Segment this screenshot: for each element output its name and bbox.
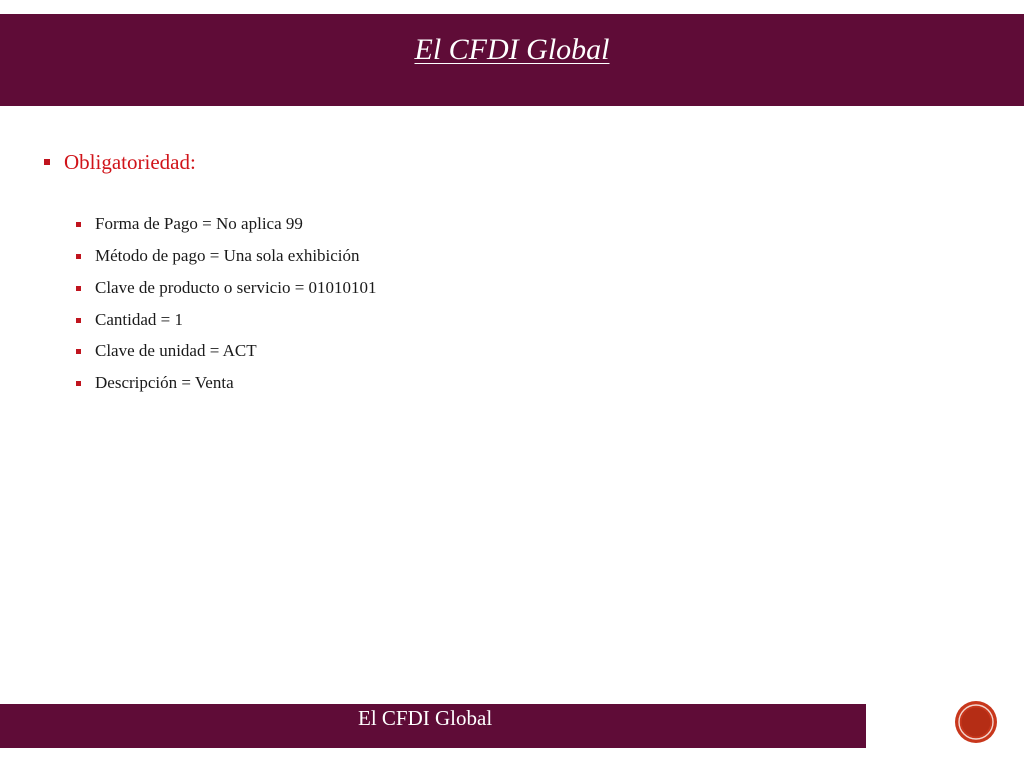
list-item xyxy=(76,339,257,363)
bullet-heading-text: Obligatoriedad: xyxy=(64,149,196,174)
square-bullet-icon xyxy=(76,254,81,259)
list-item xyxy=(76,212,303,236)
list-item-text: Método de pago = Una sola exhibición xyxy=(95,246,360,265)
square-bullet-icon xyxy=(76,381,81,386)
list-item-text: Descripción = Venta xyxy=(95,373,234,392)
square-bullet-icon xyxy=(76,286,81,291)
list-item xyxy=(76,244,360,268)
square-bullet-icon xyxy=(76,349,81,354)
square-bullet-icon xyxy=(44,159,50,165)
list-item-text: Cantidad = 1 xyxy=(95,310,183,329)
bullet-heading xyxy=(44,148,196,176)
list-item-text: Forma de Pago = No aplica 99 xyxy=(95,214,303,233)
square-bullet-icon xyxy=(76,318,81,323)
list-item-text: Clave de producto o servicio = 01010101 xyxy=(95,278,377,297)
list-item xyxy=(76,276,377,300)
concentric-circle-badge-icon xyxy=(954,700,998,744)
footer-text: El CFDI Global xyxy=(358,706,493,730)
slide-title: El CFDI Global xyxy=(414,33,610,66)
list-item-text: Clave de unidad = ACT xyxy=(95,341,257,360)
list-item xyxy=(76,371,234,395)
square-bullet-icon xyxy=(76,222,81,227)
list-item xyxy=(76,308,183,332)
